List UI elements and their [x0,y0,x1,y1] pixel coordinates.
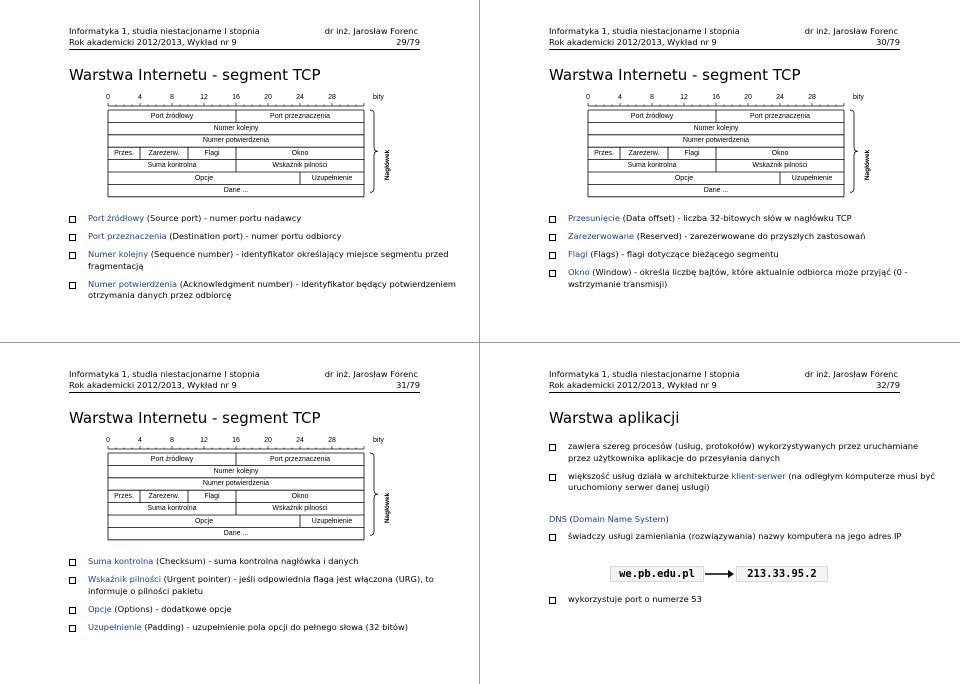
field-destination-port: Port przeznaczenia [270,112,330,120]
bullet-item [67,231,458,243]
bullet-text: (Destination port) - numer portu odbiorcy [166,231,342,241]
bullet-item [547,213,938,225]
tcp-segment-diagram [103,437,403,543]
bit-tick-label: 24 [296,94,304,101]
field-checksum: Suma kontrolna [147,505,197,513]
tcp-segment-diagram [103,94,403,200]
academic-year: Rok akademicki 2012/2013, Wykład nr 9 [69,37,237,47]
slide-title: Warstwa Internetu - segment TCP [69,409,321,427]
bullet-item [67,574,458,597]
bullet-term: Suma kontrolna [88,556,154,566]
field-sequence-number: Numer kolejny [693,124,739,132]
field-options: Opcje [194,517,214,525]
field-data-offset: Przes. [114,492,134,500]
bullet-square-icon [549,234,556,241]
bullet-item [67,213,458,225]
slide-header [0,20,478,54]
author-name: dr inż. Jarosław Forenc [324,369,418,379]
field-urgent-pointer: Wskaźnik pilności [272,505,328,513]
bullet-square-icon [69,252,76,259]
field-flags: Flagi [204,492,220,500]
bullet-text: (Data offset) - liczba 32-bitowych słów w nagłówku TCP [619,213,852,223]
bullet-item [547,231,938,243]
bit-tick-label: 28 [328,437,336,444]
bullet-term: Port przeznaczenia [88,231,167,241]
field-sequence-number: Numer kolejny [213,124,259,132]
tcp-diagram-frame [103,94,403,200]
slide-title: Warstwa Internetu - segment TCP [549,66,801,84]
field-padding: Uzupełnienie [311,174,353,182]
bullet-term: Opcje [88,603,112,614]
course-name: Informatyka 1, studia niestacjonarne I stopnia [69,369,260,379]
field-window: Okno [291,492,309,500]
dns-paren: ) [665,514,669,524]
header-rule [69,49,420,50]
bit-tick-label: 8 [170,94,174,101]
bit-tick-label: 8 [170,437,174,444]
bullet-square-icon [549,444,556,451]
bullet-item [547,267,938,290]
bullet-term: Okno [568,267,590,277]
bullet-item [547,441,938,464]
bit-tick-label: 20 [264,94,272,101]
bit-tick-label: 24 [776,94,784,101]
field-ack-number: Numer potwierdzenia [202,137,270,145]
page-number: 32/79 [876,380,900,390]
field-padding: Uzupełnienie [311,517,353,525]
author-name: dr inż. Jarosław Forenc [804,369,898,379]
bullet-square-icon [69,607,76,614]
header-rule [549,49,900,50]
bullet-square-icon [549,270,556,277]
page-number: 29/79 [396,37,420,47]
ip-address-box: 213.33.95.2 [736,566,828,582]
field-padding: Uzupełnienie [791,174,833,182]
bit-tick-label: 28 [328,94,336,101]
bullet-term: klient-serwer [731,470,786,481]
field-window: Okno [771,149,789,157]
header-brace [850,110,858,192]
slide-header [480,20,958,54]
slide-title: Warstwa Internetu - segment TCP [69,66,321,84]
bullet-text: (Reserved) - zarezerwowane do przyszłych zastosowań [634,231,866,241]
academic-year: Rok akademicki 2012/2013, Wykład nr 9 [69,380,237,390]
bullet-term: Numer potwierdzenia [88,278,178,289]
bullet-text: (Source port) - numer portu nadawcy [144,213,302,223]
field-urgent-pointer: Wskaźnik pilności [752,162,808,170]
bullet-item [547,471,938,494]
slide-2 [480,0,958,340]
bullet-square-icon [549,597,556,604]
bit-tick-label: 12 [200,437,208,444]
bits-unit-label: bity [373,437,384,444]
tcp-diagram-frame [583,94,883,200]
dns-paren: ( [566,514,573,524]
bit-tick-label: 4 [138,437,142,444]
slide-header [480,363,958,397]
field-destination-port: Port przeznaczenia [750,112,810,120]
course-name: Informatyka 1, studia niestacjonarne I stopnia [69,26,260,36]
bullet-text: (Window) - określa liczbę bajtów, które aktualnie odbiorca może przyjąć (0 - wstrzymanie transmisji) [568,267,908,289]
dns-full-name: Domain Name System [572,514,666,524]
bullet-list [547,441,938,500]
bit-tick-label: 0 [106,94,110,101]
field-checksum: Suma kontrolna [147,162,197,170]
header-brace [370,453,378,535]
bit-tick-label: 20 [264,437,272,444]
bit-tick-label: 0 [106,437,110,444]
field-source-port: Port źródłowy [150,455,194,463]
bullet-text: (Checksum) - suma kontrolna nagłówka i danych [153,556,359,566]
bullet-square-icon [69,234,76,241]
bit-tick-label: 4 [618,94,622,101]
bit-tick-label: 4 [138,94,142,101]
bullet-list [547,213,938,297]
bullet-text: (Padding) - uzupełnienie pola opcji do pełnego słowa (32 bitów) [141,621,408,632]
bullet-square-icon [69,577,76,584]
field-sequence-number: Numer kolejny [213,467,259,475]
field-data-offset: Przes. [594,149,614,157]
bullet-square-icon [549,474,556,481]
bullet-text: większość usług działa w architekturze [568,470,732,481]
field-data: Dane ... [223,529,249,537]
tcp-segment-diagram [583,94,883,200]
bullet-square-icon [549,216,556,223]
bullet-term: Numer kolejny [88,249,149,259]
bit-tick-label: 0 [586,94,590,101]
field-reserved: Zarezerw. [148,149,180,157]
field-data: Dane ... [223,186,249,194]
arrow-right-icon [704,569,734,579]
field-checksum: Suma kontrolna [627,162,677,170]
bit-tick-label: 16 [232,94,240,101]
bullet-square-icon [549,534,556,541]
bits-unit-label: bity [373,94,384,101]
bullet-list [67,556,458,640]
bullet-term: Zarezerwowane [568,231,635,241]
slide-header [0,363,478,397]
field-options: Opcje [674,174,694,182]
bullet-text: (Flags) - flagi dotyczące bieżącego segmentu [587,249,779,259]
field-reserved: Zarezerw. [148,492,180,500]
bullet-item [67,556,458,568]
bits-unit-label: bity [853,94,864,101]
field-source-port: Port źródłowy [150,112,194,120]
slide-1 [0,0,478,340]
field-source-port: Port źródłowy [630,112,674,120]
dns-acronym: DNS [549,514,567,524]
field-urgent-pointer: Wskaźnik pilności [272,162,328,170]
bullet-text: zawiera szereg procesów (usług, protokołów) wykorzystywanych przez uruchamiane przez użytkownika aplikacje do przesyłania danych [568,441,919,463]
bullet-term: Wskaźnik pilności [88,574,162,584]
bullet-term: Flagi [568,249,588,259]
bullet-text: świadczy usługi zamieniania (rozwiązywania) nazwy komputera na jego adres IP [568,531,902,541]
domain-name-box: we.pb.edu.pl [610,566,704,582]
bullet-item [67,249,458,272]
page-number: 31/79 [396,380,420,390]
bullet-item [547,594,938,606]
bullet-square-icon [549,252,556,259]
tcp-diagram-frame [103,437,403,543]
field-reserved: Zarezerw. [628,149,660,157]
bit-tick-label: 8 [650,94,654,101]
author-name: dr inż. Jarosław Forenc [324,26,418,36]
field-destination-port: Port przeznaczenia [270,455,330,463]
bullet-text: (Acknowledgment number) - identyfikator będący potwierdzeniem otrzymania danych przez odbiorcę [88,278,457,300]
bit-tick-label: 16 [712,94,720,101]
bit-tick-label: 16 [232,437,240,444]
header-side-label: Nagłówek [384,149,391,181]
bullet-square-icon [69,625,76,632]
field-ack-number: Numer potwierdzenia [202,480,270,488]
course-name: Informatyka 1, studia niestacjonarne I stopnia [549,369,740,379]
bullet-text: wykorzystuje port o numerze 53 [568,594,702,604]
bit-tick-label: 20 [744,94,752,101]
dns-bullet-list [547,531,938,549]
bullet-list [67,213,458,308]
field-window: Okno [291,149,309,157]
port-bullet-list [547,594,938,612]
bullet-term: Port źródłowy [88,213,145,223]
header-rule [69,392,420,393]
header-rule [549,392,900,393]
course-name: Informatyka 1, studia niestacjonarne I stopnia [549,26,740,36]
bullet-square-icon [69,216,76,223]
bit-tick-label: 24 [296,437,304,444]
bit-tick-label: 12 [680,94,688,101]
author-name: dr inż. Jarosław Forenc [804,26,898,36]
academic-year: Rok akademicki 2012/2013, Wykład nr 9 [549,380,717,390]
bullet-item [547,531,938,543]
bit-tick-label: 12 [200,94,208,101]
bullet-item [67,279,458,302]
bullet-text: (na odległym komputerze musi być uruchomiony serwer danej usługi) [568,470,935,492]
field-flags: Flagi [684,149,700,157]
academic-year: Rok akademicki 2012/2013, Wykład nr 9 [549,37,717,47]
field-flags: Flagi [204,149,220,157]
bullet-square-icon [69,559,76,566]
header-side-label: Nagłówek [864,149,871,181]
bullet-item [547,249,938,261]
field-options: Opcje [194,174,214,182]
header-side-label: Nagłówek [384,492,391,524]
bullet-term: Uzupełnienie [88,621,142,632]
slide-3 [0,343,478,683]
bullet-item [67,622,458,634]
page-number: 30/79 [876,37,900,47]
slide-4 [480,343,958,683]
field-ack-number: Numer potwierdzenia [682,137,750,145]
header-brace [370,110,378,192]
bullet-square-icon [69,282,76,289]
field-data: Dane ... [703,186,729,194]
slide-title: Warstwa aplikacji [549,409,680,427]
field-data-offset: Przes. [114,149,134,157]
dns-heading [549,514,669,526]
bullet-text: (Options) - dodatkowe opcje [111,603,232,614]
bullet-text: (Sequence number) - identyfikator określający miejsce segmentu przed fragmentacją [88,249,449,271]
bit-tick-label: 28 [808,94,816,101]
bullet-item [67,604,458,616]
bullet-term: Przesunięcie [568,213,620,223]
bullet-text: (Urgent pointer) - jeśli odpowiednia flaga jest włączona (URG), to informuje o pilności pakietu [88,574,434,596]
